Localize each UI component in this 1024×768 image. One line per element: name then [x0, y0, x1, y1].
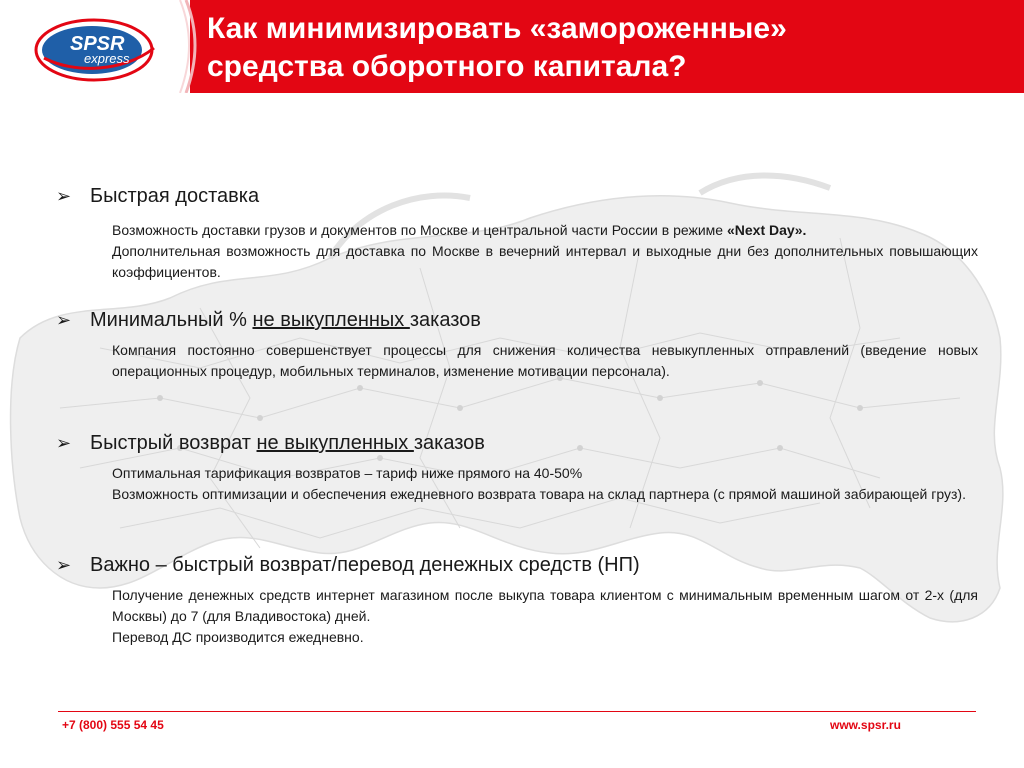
- heading-underlined: не выкупленных: [252, 309, 410, 331]
- section-fast-return: [56, 431, 986, 505]
- next-day-label: «Next Day».: [726, 222, 807, 238]
- body-paragraph: Перевод ДС производится ежедневно.: [112, 629, 364, 645]
- section-cod-transfer: [56, 553, 986, 648]
- page-title-line2: средства оборотного капитала?: [207, 50, 687, 83]
- logo-text-express: express: [84, 51, 130, 66]
- body-text: Возможность доставки грузов и документов по Москве и центральной части России в режиме: [112, 222, 727, 238]
- section-heading: [56, 553, 986, 577]
- section-heading: [56, 308, 986, 332]
- section-body: [112, 340, 978, 382]
- body-paragraph: Возможность оптимизации и обеспечения ежедневного возврата товара на склад партнера (с прямой машиной забирающей груз).: [112, 486, 966, 502]
- body-paragraph: Получение денежных средств интернет магазином после выкупа товара клиентом с минимальным временным шагом от 2-х (для Москвы) до 7 (для Владивостока) дней.: [112, 587, 978, 624]
- section-min-unredeemed: [56, 308, 986, 382]
- body-paragraph: Дополнительная возможность для доставка по Москве в вечерний интервал и выходные дни без дополнительных повышающих коэффициентов.: [112, 243, 978, 280]
- body-paragraph: [112, 220, 978, 241]
- bullet-arrow-icon: ➢: [56, 555, 72, 575]
- logo-text-spsr: SPSR: [70, 33, 125, 55]
- section-heading: [56, 431, 986, 455]
- bullet-arrow-icon: ➢: [56, 433, 72, 453]
- heading-text: Минимальный %: [90, 309, 253, 331]
- body-paragraph: Компания постоянно совершенствует процессы для снижения количества невыкупленных отправлений (введение новых операционных процедур, мобильных терминалов, изменение мотивации персонала).: [112, 342, 978, 379]
- section-heading: [56, 184, 986, 208]
- heading-text: Важно – быстрый возврат/перевод денежных средств (НП): [90, 554, 640, 576]
- body-paragraph: Оптимальная тарификация возвратов – тариф ниже прямого на 40-50%: [112, 465, 583, 481]
- footer-website-link[interactable]: www.spsr.ru: [830, 718, 901, 732]
- heading-text: заказов: [409, 309, 481, 331]
- heading-text: заказов: [413, 432, 485, 454]
- section-body: [112, 220, 978, 283]
- bullet-arrow-icon: ➢: [56, 186, 72, 206]
- page-title-line1: Как минимизировать «замороженные»: [207, 12, 787, 45]
- footer-phone[interactable]: +7 (800) 555 54 45: [62, 718, 164, 732]
- bullet-arrow-icon: ➢: [56, 310, 72, 330]
- section-fast-delivery: [56, 184, 986, 283]
- heading-text: Быстрый возврат: [90, 432, 257, 454]
- section-body: [112, 463, 978, 505]
- footer-divider: [58, 711, 976, 712]
- heading-underlined: не выкупленных: [256, 432, 414, 454]
- heading-text: Быстрая доставка: [90, 185, 260, 207]
- section-body: [112, 585, 978, 648]
